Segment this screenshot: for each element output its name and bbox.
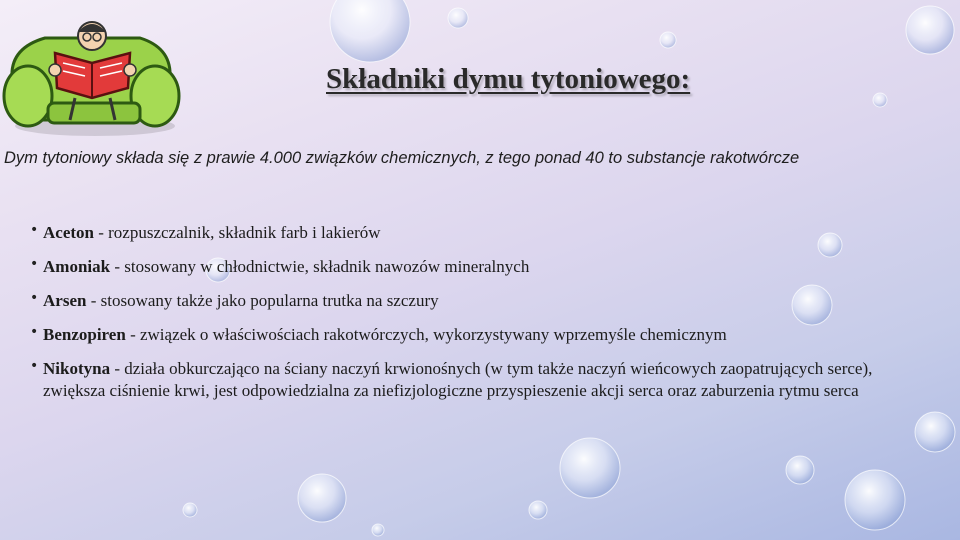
item-text <box>43 324 913 346</box>
item-description: - związek o właściwościach rakotwórczych, wykorzystywany wprzemyśle chemicznym <box>125 325 727 344</box>
intro-text: Dym tytoniowy składa się z prawie 4.000 związków chemicznych, z tego ponad 40 to substancje rakotwórcze <box>4 149 800 167</box>
bullet-icon: • <box>30 290 39 306</box>
bullet-icon: • <box>30 222 39 238</box>
item-text <box>43 222 913 244</box>
item-term: Arsen <box>43 291 87 310</box>
item-description: - stosowany w chłodnictwie, składnik nawozów mineralnych <box>110 257 530 276</box>
bullet-icon: • <box>30 358 39 374</box>
item-term: Aceton <box>43 223 94 242</box>
item-description: - rozpuszczalnik, składnik farb i lakierów <box>93 223 381 242</box>
item-text <box>43 358 913 402</box>
item-text <box>43 290 913 312</box>
bullet-icon: • <box>30 324 39 340</box>
item-description: - działa obkurczająco na ściany naczyń krwionośnych (w tym także naczyń wieńcowych zaopatrujących serce), zwiększa ciśnienie krwi, jest odpowiedzialna za niefizjologiczne przyspieszenie akcji serca oraz zaburzenia rytmu serca <box>43 359 873 400</box>
item-description: - stosowany także jako popularna trutka na szczury <box>86 291 439 310</box>
person-reading-in-armchair-icon <box>0 8 190 138</box>
item-term: Nikotyna <box>43 359 111 378</box>
item-text <box>43 256 913 278</box>
item-term: Benzopiren <box>43 325 126 344</box>
item-term: Amoniak <box>43 257 111 276</box>
slide-title: Składniki dymu tytoniowego: <box>326 63 691 95</box>
bullet-icon: • <box>30 256 39 272</box>
